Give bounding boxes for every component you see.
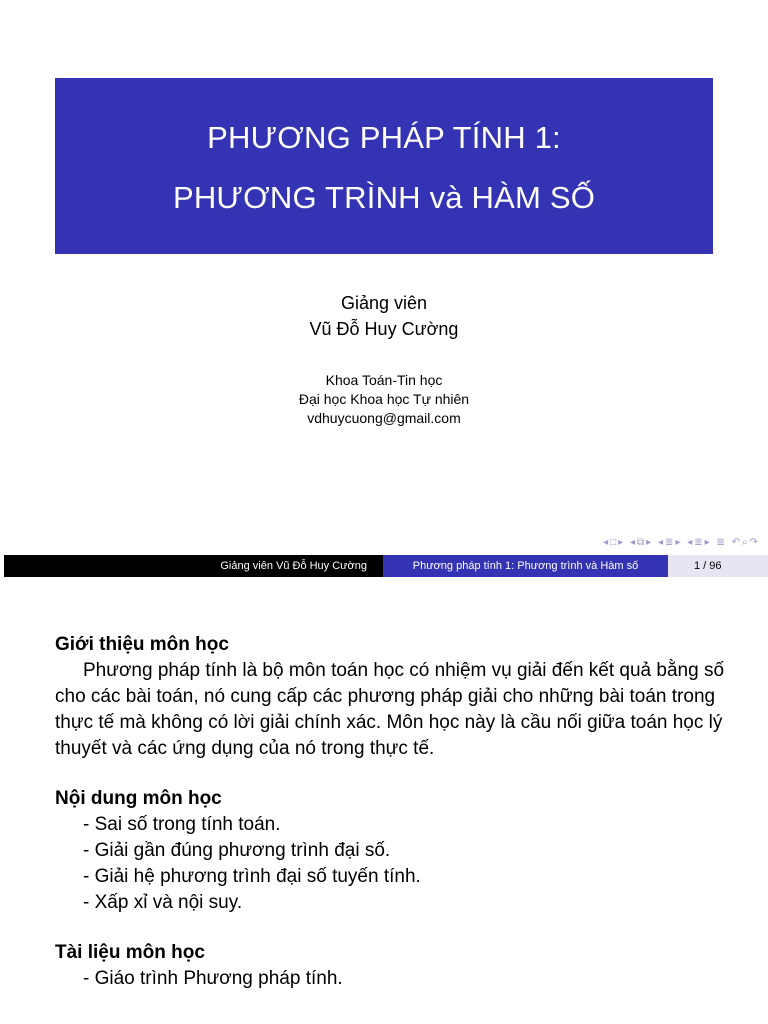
nav-frame-icon[interactable]: □ [610, 537, 619, 548]
author-block [0, 290, 768, 342]
content-heading: Nội dung môn học [55, 788, 222, 809]
footer-page-number: 1 / 96 [668, 555, 768, 577]
list-item: - Xấp xỉ và nội suy. [83, 892, 243, 913]
nav-prev-part-icon[interactable]: ◂ [687, 537, 695, 548]
nav-prev-subsection-icon[interactable]: ◂ [629, 537, 638, 548]
list-item: - Giải gần đúng phương trình đại số. [83, 840, 391, 861]
title-box [55, 78, 713, 254]
nav-next-subsection-icon[interactable]: ▸ [646, 537, 654, 548]
list-item: - Giải hệ phương trình đại số tuyến tính. [83, 866, 421, 887]
email: vdhuycuong@gmail.com [307, 410, 461, 426]
list-item: - Giáo trình Phương pháp tính. [83, 968, 343, 989]
university: Đại học Khoa học Tự nhiên [298, 391, 470, 407]
nav-prev-frame-icon[interactable]: ◂ [603, 537, 611, 548]
nav-section-icon[interactable]: ≣ [665, 537, 676, 548]
intro-paragraph: Phương pháp tính là bộ môn toán học có nhiệm vụ giải đến kết quả bằng số cho các bài toán, nó cung cấp các phương pháp giải cho những bài toán trong thực tế mà không có lời giải chính xác. Môn học này là cầu nối giữa toán học lý thuyết và các ứng dụng của nó trong thực tế. [55, 660, 725, 759]
slide-title-line-1: PHƯƠNG PHÁP TÍNH 1: [207, 120, 561, 155]
intro-heading: Giới thiệu môn học [55, 634, 229, 655]
footer-title: Phương pháp tính 1: Phương trình và Hàm số [383, 555, 668, 577]
nav-subsection-icon[interactable]: ⧉ [637, 537, 647, 548]
nav-next-section-icon[interactable]: ▸ [675, 537, 683, 548]
footer-author: Giảng viên Vũ Đỗ Huy Cường [4, 555, 383, 577]
author-role: Giảng viên [340, 293, 428, 313]
department: Khoa Toán-Tin học [325, 372, 443, 388]
author-name: Vũ Đỗ Huy Cường [309, 319, 459, 339]
institution-block [0, 371, 768, 428]
footer-bar [4, 555, 768, 577]
nav-back-icon[interactable]: ↶ [731, 537, 742, 548]
beamer-navigation [603, 537, 760, 548]
nav-next-frame-icon[interactable]: ▸ [618, 537, 626, 548]
nav-part-icon[interactable]: ≣ [694, 537, 705, 548]
list-item: - Sai số trong tính toán. [83, 814, 281, 835]
nav-forward-icon[interactable]: ↷ [749, 537, 760, 548]
slide-2-content [55, 632, 735, 992]
nav-search-icon[interactable]: ⌕ [742, 537, 750, 548]
nav-document-icon[interactable]: ≣ [716, 537, 727, 548]
nav-prev-section-icon[interactable]: ◂ [657, 537, 665, 548]
slide-title-line-2: PHƯƠNG TRÌNH và HÀM SỐ [172, 180, 596, 215]
material-heading: Tài liệu môn học [55, 942, 205, 963]
nav-next-part-icon[interactable]: ▸ [704, 537, 712, 548]
